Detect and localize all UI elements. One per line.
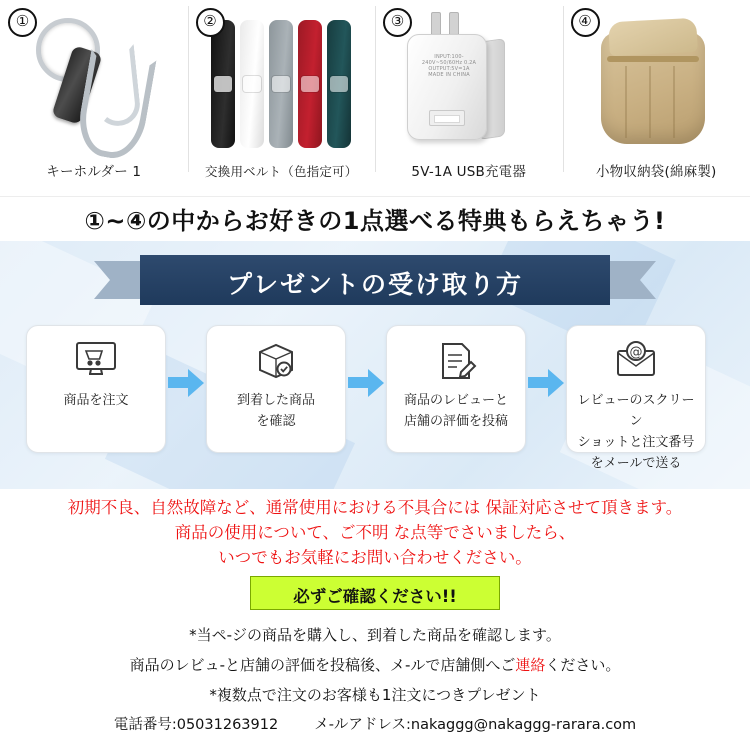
charger-spec-text: INPUT:100-240V~50/60Hz 0.2A OUTPUT:5V=1A MADE IN CHINA xyxy=(421,54,477,78)
step-card-order xyxy=(26,325,166,453)
step-card-review xyxy=(386,325,526,453)
headline-band xyxy=(0,196,750,241)
gift-label-3: 5V-1A USB充電器 xyxy=(411,164,527,180)
gift-option-usb-charger[interactable] xyxy=(375,0,563,196)
steps-row xyxy=(26,325,724,471)
option-badge-4: ④ xyxy=(571,8,600,37)
review-pencil-icon xyxy=(387,338,525,386)
box-check-icon xyxy=(207,338,345,386)
confirm-banner xyxy=(0,576,750,620)
gift-label-2: 交換用ベルト（色指定可） xyxy=(205,164,358,179)
option-badge-3: ③ xyxy=(383,8,412,37)
instruction-line-2-highlight: 連絡 xyxy=(515,656,546,674)
confirm-text: 必ずご確認ください!! xyxy=(293,587,457,606)
step-card-confirm xyxy=(206,325,346,453)
mail-at-icon xyxy=(567,338,705,386)
gift-option-watch-bands[interactable] xyxy=(188,0,376,196)
headline-text: ①~④の中からお好きの1点選べる特典もらえちゃう! xyxy=(84,207,666,235)
step-card-mail xyxy=(566,325,706,471)
warranty-notice xyxy=(0,489,750,570)
step-text-confirm: 到着した商品 を確認 xyxy=(236,393,315,429)
step-text-mail: レビューのスクリーン ショットと注文番号 をメールで送る xyxy=(577,393,695,471)
step-text-order: 商品を注文 xyxy=(63,393,129,408)
instruction-line-2 xyxy=(0,650,750,680)
warranty-line-3: いつでもお気軽にお問い合わせください。 xyxy=(218,548,532,567)
mail-address: メ-ルアドレス:nakaggg@nakaggg-rarara.com xyxy=(314,717,637,733)
arrow-icon-3 xyxy=(526,325,566,453)
gift-label-1: キーホルダー 1 xyxy=(46,164,142,180)
gift-option-keychain[interactable] xyxy=(0,0,188,196)
svg-text:@: @ xyxy=(629,345,643,360)
ribbon-banner xyxy=(0,255,750,305)
ribbon-title: プレゼントの受け取り方 xyxy=(226,270,523,299)
warranty-line-1: 初期不良、自然故障など、通常使用における不具合には 保証対応させて頂きます。 xyxy=(67,498,683,517)
arrow-icon-2 xyxy=(346,325,386,453)
option-badge-2: ② xyxy=(196,8,225,37)
gift-options-strip xyxy=(0,0,750,196)
present-instructions-section xyxy=(0,241,750,489)
instruction-line-2a: 商品のレビュ-と店舗の評価を投稿後、メ-ルで店舗側へご xyxy=(129,656,516,674)
phone-number: 電話番号:05031263912 xyxy=(113,717,279,733)
instruction-line-2b: ください。 xyxy=(545,656,621,674)
option-badge-1: ① xyxy=(8,8,37,37)
gift-label-4: 小物収納袋(綿麻製) xyxy=(595,164,717,180)
arrow-icon-1 xyxy=(166,325,206,453)
gift-option-fabric-pouch[interactable] xyxy=(563,0,750,196)
confirm-box xyxy=(250,576,500,610)
step-text-review: 商品のレビューと 店舗の評価を投稿 xyxy=(403,393,508,429)
instructions-text xyxy=(0,620,750,738)
warranty-line-2: 商品の使用について、ご不明 な点等でさいましたら、 xyxy=(174,523,576,542)
contact-row xyxy=(0,710,750,738)
instruction-line-1: *当ペ-ジの商品を購入し、到着した商品を確認します。 xyxy=(189,626,561,644)
instruction-line-3: *複数点で注文のお客様も1注文につきプレゼント xyxy=(209,686,541,704)
ribbon-body xyxy=(140,255,610,305)
monitor-cart-icon xyxy=(27,338,165,386)
